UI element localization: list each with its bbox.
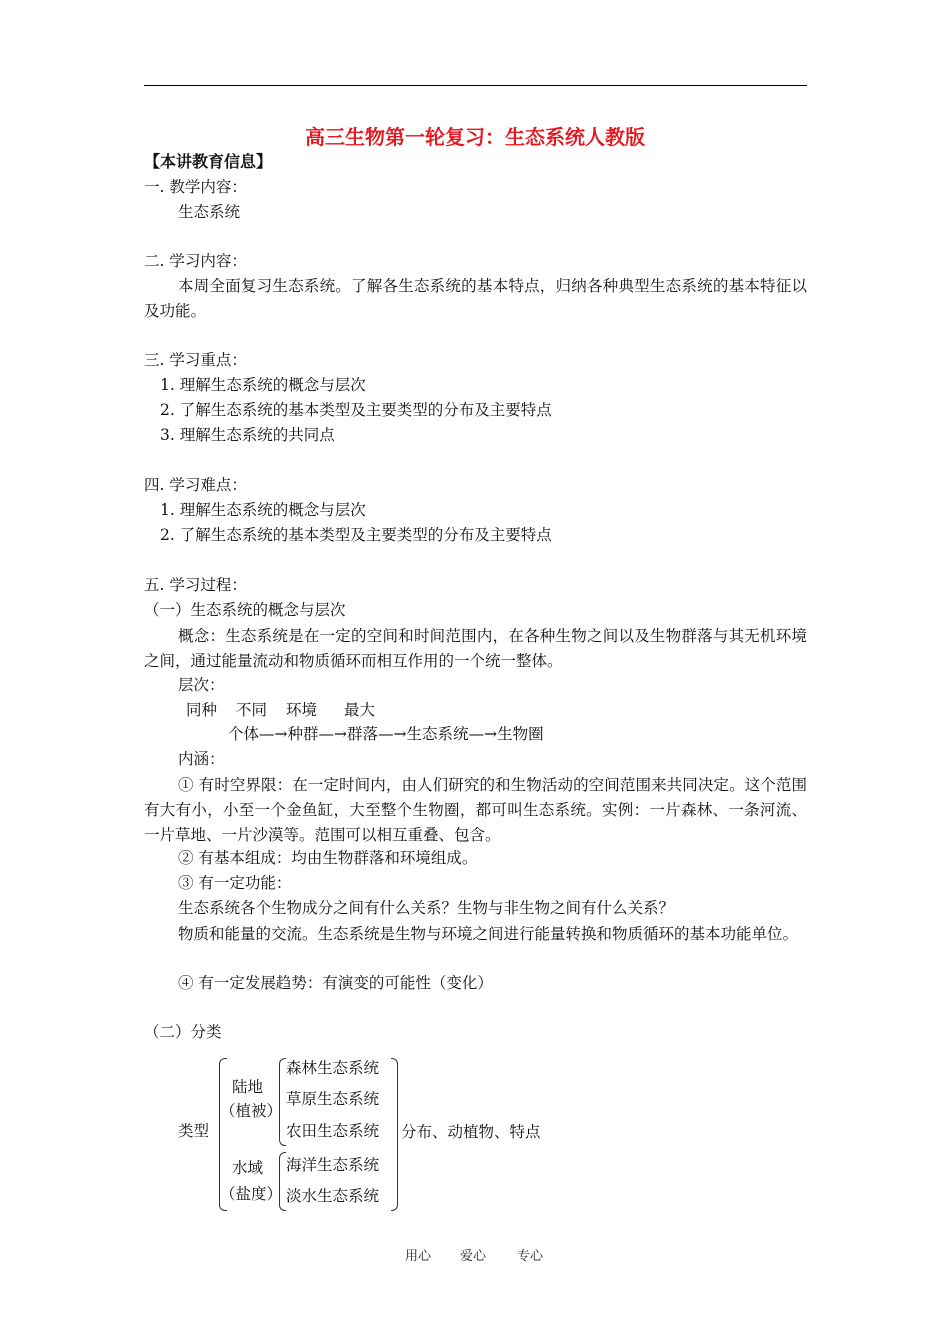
section-3-item: 2. 了解生态系统的基本类型及主要类型的分布及主要特点 — [160, 401, 552, 419]
connotation-label: 内涵： — [178, 750, 225, 768]
section-2-body: 本周全面复习生态系统。了解各生态系统的基本特点，归纳各种典型生态系统的基本特征以及功能。 — [144, 277, 807, 320]
connotation-point-3-answer: 物质和能量的交流。生态系统是生物与环境之间进行能量转换和物质循环的基本功能单位。 — [178, 925, 799, 943]
document-title: 高三生物第一轮复习：生态系统人教版 — [305, 125, 645, 149]
level-community: 群落 — [347, 725, 379, 743]
subsection-1-heading: （一）生态系统的概念与层次 — [144, 601, 346, 619]
level-individual: 个体 — [228, 725, 260, 743]
water-brace — [279, 1152, 286, 1211]
level-note: 同种 — [186, 701, 218, 719]
water-category: 水域 — [232, 1159, 264, 1177]
connotation-point-2: ② 有基本组成：均由生物群落和环境组成。 — [178, 849, 478, 867]
info-header: 【本讲教育信息】 — [144, 152, 273, 171]
footer-text: 用心 — [405, 1249, 432, 1264]
arrow-icon: —→ — [378, 725, 407, 743]
connotation-point-1: ① 有时空界限：在一定时间内，由人们研究的和生物活动的空间范围来共同决定。这个范围有大有小，小至一个金鱼缸，大至整个生物圈，都可叫生态系统。实例：一片森林、一条河流、一片草地、一片沙漠等。范围可以相互重叠、包含。 — [144, 776, 807, 844]
section-3-heading: 三. 学习重点： — [144, 351, 247, 369]
level-biosphere: 生物圈 — [497, 725, 544, 743]
classification-root: 类型 — [178, 1122, 210, 1140]
section-4-item: 1. 理解生态系统的概念与层次 — [160, 501, 366, 519]
concept-paragraph: 概念：生态系统是在一定的空间和时间范围内，在各种生物之间以及生物群落与其无机环境之间，通过能量流动和物质循环而相互作用的一个统一整体。 — [144, 627, 807, 670]
arrow-icon: —→ — [318, 725, 348, 743]
water-ecosystem-item: 海洋生态系统 — [286, 1156, 380, 1174]
section-1-body: 生态系统 — [178, 203, 241, 221]
level-ecosystem: 生态系统 — [406, 725, 469, 743]
level-note: 最大 — [344, 701, 376, 719]
arrow-icon: —→ — [468, 725, 498, 743]
land-basis: （植被） — [220, 1102, 283, 1120]
section-3-item: 3. 理解生态系统的共同点 — [160, 426, 335, 444]
level-chain — [228, 724, 544, 744]
section-4-item: 2. 了解生态系统的基本类型及主要类型的分布及主要特点 — [160, 526, 552, 544]
land-brace — [279, 1058, 286, 1146]
footer-text: 专心 — [517, 1249, 544, 1264]
water-ecosystem-item: 淡水生态系统 — [286, 1187, 380, 1205]
land-ecosystem-item: 农田生态系统 — [286, 1122, 380, 1140]
water-basis: （盐度） — [220, 1185, 283, 1203]
section-3-item: 1. 理解生态系统的概念与层次 — [160, 376, 366, 394]
levels-label: 层次： — [178, 676, 225, 694]
level-note: 环境 — [286, 701, 318, 719]
arrow-icon: —→ — [259, 725, 288, 743]
connotation-point-3: ③ 有一定功能： — [178, 874, 292, 892]
level-note: 不同 — [236, 701, 268, 719]
section-2-heading: 二. 学习内容： — [144, 252, 247, 270]
level-population: 种群 — [287, 725, 319, 743]
land-ecosystem-item: 森林生态系统 — [286, 1059, 380, 1077]
connotation-point-3-question: 生态系统各个生物成分之间有什么关系？生物与非生物之间有什么关系？ — [178, 899, 675, 917]
land-ecosystem-item: 草原生态系统 — [286, 1090, 380, 1108]
section-1-heading: 一. 教学内容： — [144, 178, 247, 196]
connotation-point-4: ④ 有一定发展趋势：有演变的可能性（变化） — [178, 974, 493, 992]
section-4-heading: 四. 学习难点： — [144, 476, 247, 494]
section-5-heading: 五. 学习过程： — [144, 576, 247, 594]
land-category: 陆地 — [232, 1078, 264, 1096]
result-brace — [391, 1058, 398, 1211]
classification-result: 分布、动植物、特点 — [401, 1123, 541, 1141]
subsection-2-heading: （二）分类 — [144, 1023, 222, 1041]
header-rule — [144, 85, 807, 86]
footer-text: 爱心 — [460, 1249, 487, 1264]
